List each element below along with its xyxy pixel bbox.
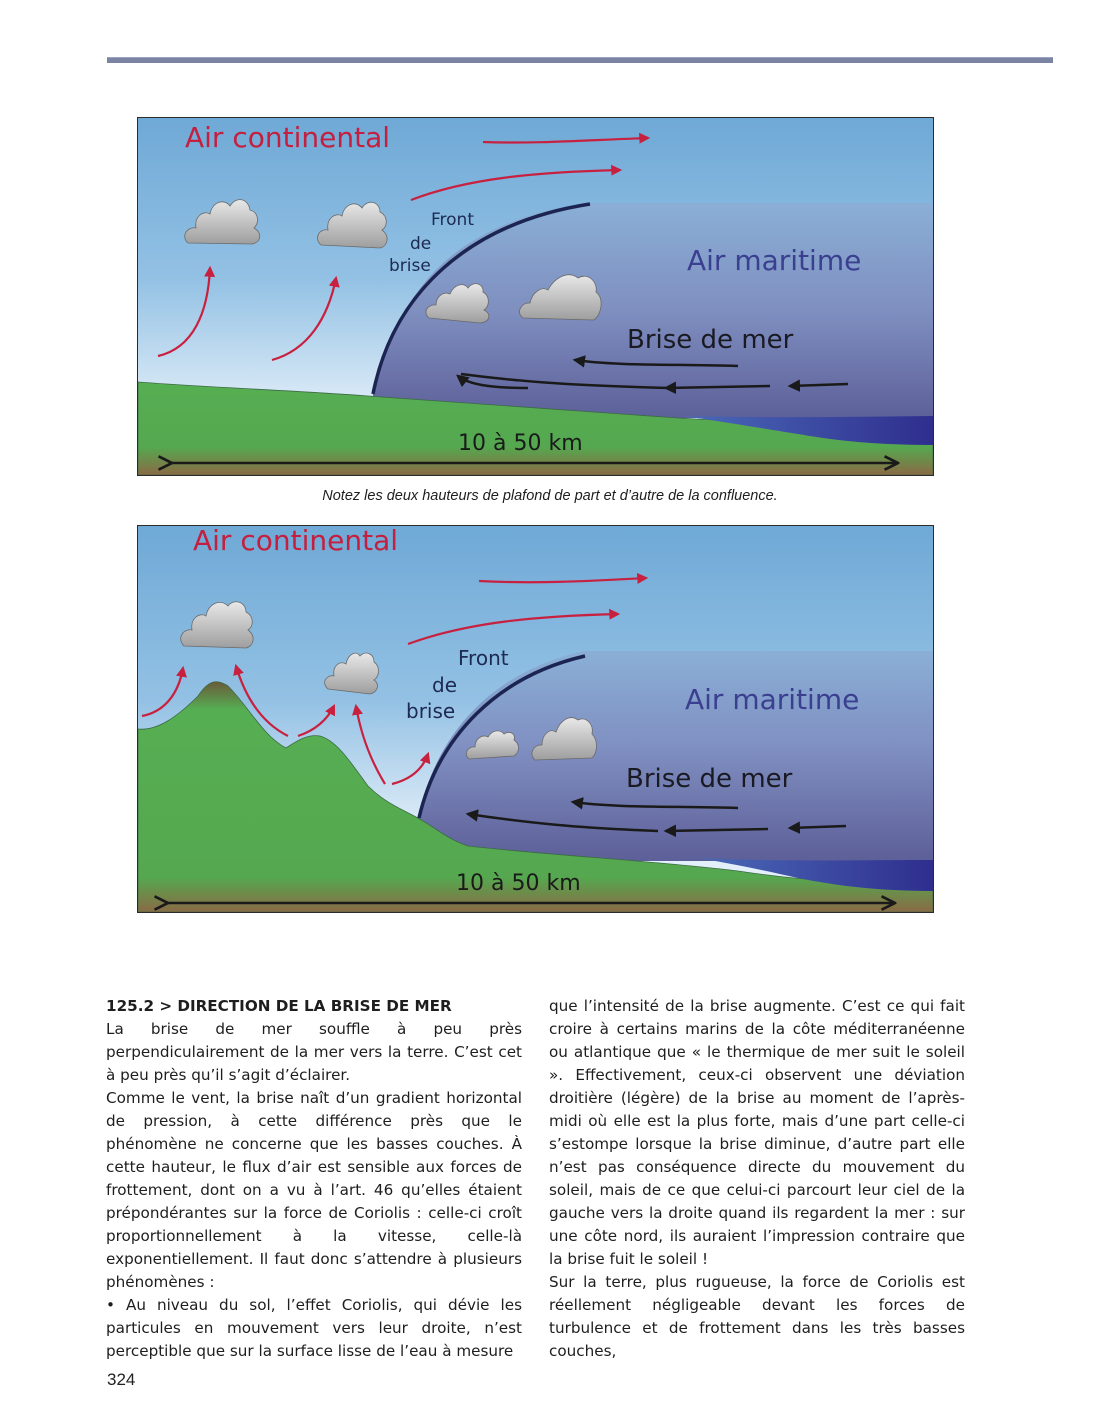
sea-breeze-diagram-flat [137,117,934,476]
bullet-paragraph: • Au niveau du sol, l’effet Coriolis, qui dévie les particules en mouvement vers leur droite, n’est perceptible que sur la surface lisse de l’eau à mesure [106,1296,522,1360]
diagram-mountain-svg [138,526,933,912]
label-front-line2: de [410,234,432,254]
text-column-left [106,995,522,1363]
label-air-continental: Air continental [193,526,399,557]
page-number: 324 [107,1370,136,1389]
text-column-right [549,995,965,1363]
figure-caption: Notez les deux hauteurs de plafond de part et d’autre de la confluence. [322,488,778,504]
paragraph: La brise de mer souffle à peu près perpendiculairement de la mer vers la terre. C’est cet à peu près qu’il s’agit d’éclairer. [106,1020,522,1084]
paragraph: que l’intensité de la brise augmente. C’est ce qui fait croire à certains marins de la côte méditerranéenne ou atlantique que « le thermique de mer suit le soleil ». Effectivement, ceux-ci observent une déviation droitière (légère) de la brise au moment de l’après-midi où elle est la plus forte, mais d’une part celle-ci s’estompe lorsque la brise diminue, d’autre part elle n’est pas conséquence directe du mouvement du soleil, mais de ce que celui-ci parcourt leur ciel de la gauche vers la droite quand ils regardent la mer : sur une côte nord, ils auraient l’impression contraire que la brise fuit le soleil ! [549,997,965,1268]
paragraph: Comme le vent, la brise naît d’un gradient horizontal de pression, à cette différence près que le phénomène ne concerne que les basses couches. À cette hauteur, le flux d’air est sensible aux forces de frottement, dont on a vu à l’art. 46 qu’elles étaient prépondérantes sur la force de Coriolis : celle-ci croît proportionnellement à la vitesse, celle-là exponentiellement. Il faut donc s’attendre à plusieurs phénomènes : [106,1089,522,1291]
label-front-line1: Front [458,646,509,670]
label-air-maritime: Air maritime [685,683,860,716]
section-heading: 125.2 > DIRECTION DE LA BRISE DE MER [106,997,452,1015]
label-front-line3: brise [389,256,431,276]
label-air-continental: Air continental [185,121,391,154]
header-rule [107,57,1053,63]
paragraph: Sur la terre, plus rugueuse, la force de Coriolis est réellement négligeable devant les forces de turbulence et de frottement dans les très basses couches, [549,1273,965,1360]
label-front-line3: brise [406,699,456,723]
label-air-maritime: Air maritime [687,244,862,277]
label-front-line2: de [432,673,457,697]
label-distance: 10 à 50 km [458,431,583,456]
sea-breeze-diagram-mountain [137,525,934,913]
label-brise-de-mer: Brise de mer [627,325,794,355]
label-front-line1: Front [431,210,474,230]
label-distance: 10 à 50 km [456,871,581,896]
label-brise-de-mer: Brise de mer [626,764,793,794]
diagram-flat-svg [138,118,933,475]
